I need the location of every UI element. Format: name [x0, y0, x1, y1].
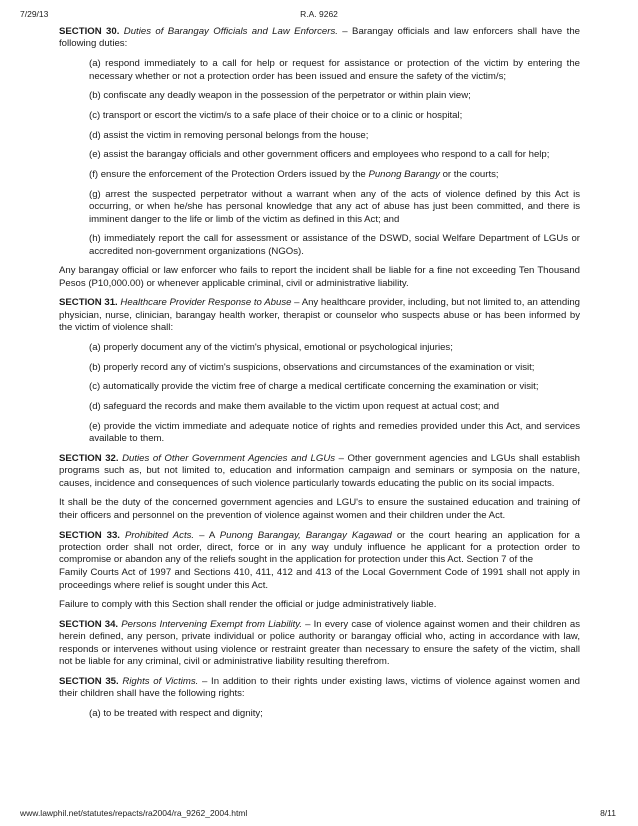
- section-text: – Barangay officials and law enforcers shall have the following duties:: [59, 26, 580, 50]
- page-header: [0, 9, 638, 21]
- section-33-heading: [59, 530, 580, 567]
- section-text: – In every case of violence against women and their children as herein defined, any person, private individual or police authority or barangay official who, acting in accordance with law, responds or intervenes without using violence or restraint greater than necessary to ensure the safety of the victim, shall not be liable for any criminal, civil or administrative liability resulting therefrom.: [59, 619, 581, 668]
- source-url[interactable]: www.lawphil.net/statutes/repacts/ra2004/ra_9262_2004.html: [20, 808, 248, 818]
- document-title: R.A. 9262: [300, 9, 338, 19]
- section-title: Duties of Other Government Agencies and LGUs: [122, 452, 336, 464]
- section-30-liability: Any barangay official or law enforcer who fails to report the incident shall be liable for a fine not exceeding Ten Thousand Pesos (P10,000.00) or whenever applicable criminal, civil or administrative liability.: [59, 265, 580, 289]
- section-title: Prohibited Acts.: [124, 529, 195, 541]
- section-text: – A: [194, 529, 220, 541]
- section-31-item-a: (a) properly document any of the victim's physical, emotional or psychological injuries;: [89, 341, 453, 353]
- section-33-continuation: Family Courts Act of 1997 and Sections 410, 411, 412 and 413 of the Local Government Code of 1991 shall not apply in proceedings where relief is sought under this Act.: [59, 567, 580, 591]
- section-number: SECTION 34.: [59, 619, 119, 631]
- item-text: (f) ensure the enforcement of the Protection Orders issued by the: [89, 169, 369, 181]
- section-text: or the court hearing an application for a protection order shall not order, direct, force or in any way unduly influence he applicant for a protection order to compromise or abandon any of the reliefs sought in the application for protection under this Act. Section 7 of the: [59, 529, 580, 566]
- section-title: Healthcare Provider Response to Abuse: [120, 297, 292, 309]
- section-30-item-d: (d) assist the victim in removing personal belongs from the house;: [89, 129, 369, 141]
- item-emphasis: Punong Barangy: [368, 169, 440, 181]
- section-35-item-a: (a) to be treated with respect and dignity;: [89, 708, 263, 720]
- section-30-item-h: (h) immediately report the call for assessment or assistance of the DSWD, social Welfare Department of LGUs or accredited non-government organizations (NGOs).: [89, 233, 580, 257]
- section-title: Rights of Victims.: [122, 675, 199, 687]
- section-30-item-a: (a) respond immediately to a call for help or request for assistance or protection of the victim by entering the necessary whether or not a protection order has been issued and ensure the safety of the victim/s;: [89, 58, 580, 82]
- section-35-heading: [59, 676, 580, 701]
- item-text: or the courts;: [439, 169, 499, 181]
- section-30-item-f: [89, 169, 580, 181]
- document-body: [59, 26, 580, 728]
- section-number: SECTION 33.: [59, 529, 120, 541]
- section-number: SECTION 31.: [59, 297, 118, 309]
- section-emphasis: Punong Barangay, Barangay Kagawad: [219, 529, 392, 541]
- section-30-item-c: (c) transport or escort the victim/s to a safe place of their choice or to a clinic or hospital;: [89, 109, 463, 121]
- section-number: SECTION 32.: [59, 452, 119, 464]
- section-31-item-b: (b) properly record any of victim's suspicions, observations and circumstances of the examination or visit;: [89, 361, 535, 373]
- section-30-item-b: (b) confiscate any deadly weapon in the possession of the perpetrator or within plain view;: [89, 90, 471, 102]
- page-number: 8/11: [600, 808, 616, 818]
- section-32-heading: [59, 453, 580, 490]
- section-text: – In addition to their rights under existing laws, victims of violence against women and their children shall have the following rights:: [59, 675, 580, 700]
- section-31-item-e: (e) provide the victim immediate and adequate notice of rights and remedies provided under this Act, and services available to them.: [89, 420, 580, 445]
- section-31-item-d: (d) safeguard the records and make them available to the victim upon request at actual cost; and: [89, 401, 500, 413]
- section-30-item-g: (g) arrest the suspected perpetrator without a warrant when any of the acts of violence defined by this Act is occurring, or when he/she has personal knowledge that any act of abuse has just been committed, and there is imminent danger to the life or limb of the victim as defined in this Act; and: [89, 188, 580, 225]
- section-number: SECTION 30.: [59, 26, 120, 37]
- section-30-item-e: (e) assist the barangay officials and other government officers and employees who respond to a call for help;: [89, 149, 550, 161]
- section-title: Persons Intervening Exempt from Liability.: [121, 619, 303, 631]
- section-31-item-c: (c) automatically provide the victim free of charge a medical certificate concerning the examination or visit;: [89, 381, 539, 393]
- section-34-heading: [59, 619, 580, 669]
- page-footer: [0, 808, 638, 820]
- section-number: SECTION 35.: [59, 675, 119, 687]
- section-text: – Any healthcare provider, including, but not limited to, an attending physician, nurse, clinician, barangay health worker, therapist or counselor who suspects abuse or has been informed by the victim of violence shall:: [59, 297, 580, 334]
- print-date: 7/29/13: [20, 9, 49, 19]
- section-text: – Other government agencies and LGUs shall establish programs such as, but not limited to, education and information campaign and seminars or symposia on the nature, causes, incidence and consequences of such violence particularly towards educating the public on its social impacts.: [59, 452, 580, 489]
- section-title: Duties of Barangay Officials and Law Enforcers.: [123, 26, 338, 37]
- section-32-paragraph: It shall be the duty of the concerned government agencies and LGU's to ensure the sustained education and training of their officers and personnel on the prevention of violence against women and their children under the Act.: [59, 497, 580, 521]
- section-33-paragraph: Failure to comply with this Section shall render the official or judge administratively liable.: [59, 599, 437, 611]
- section-31-heading: [59, 297, 580, 334]
- section-30-heading: [59, 26, 580, 51]
